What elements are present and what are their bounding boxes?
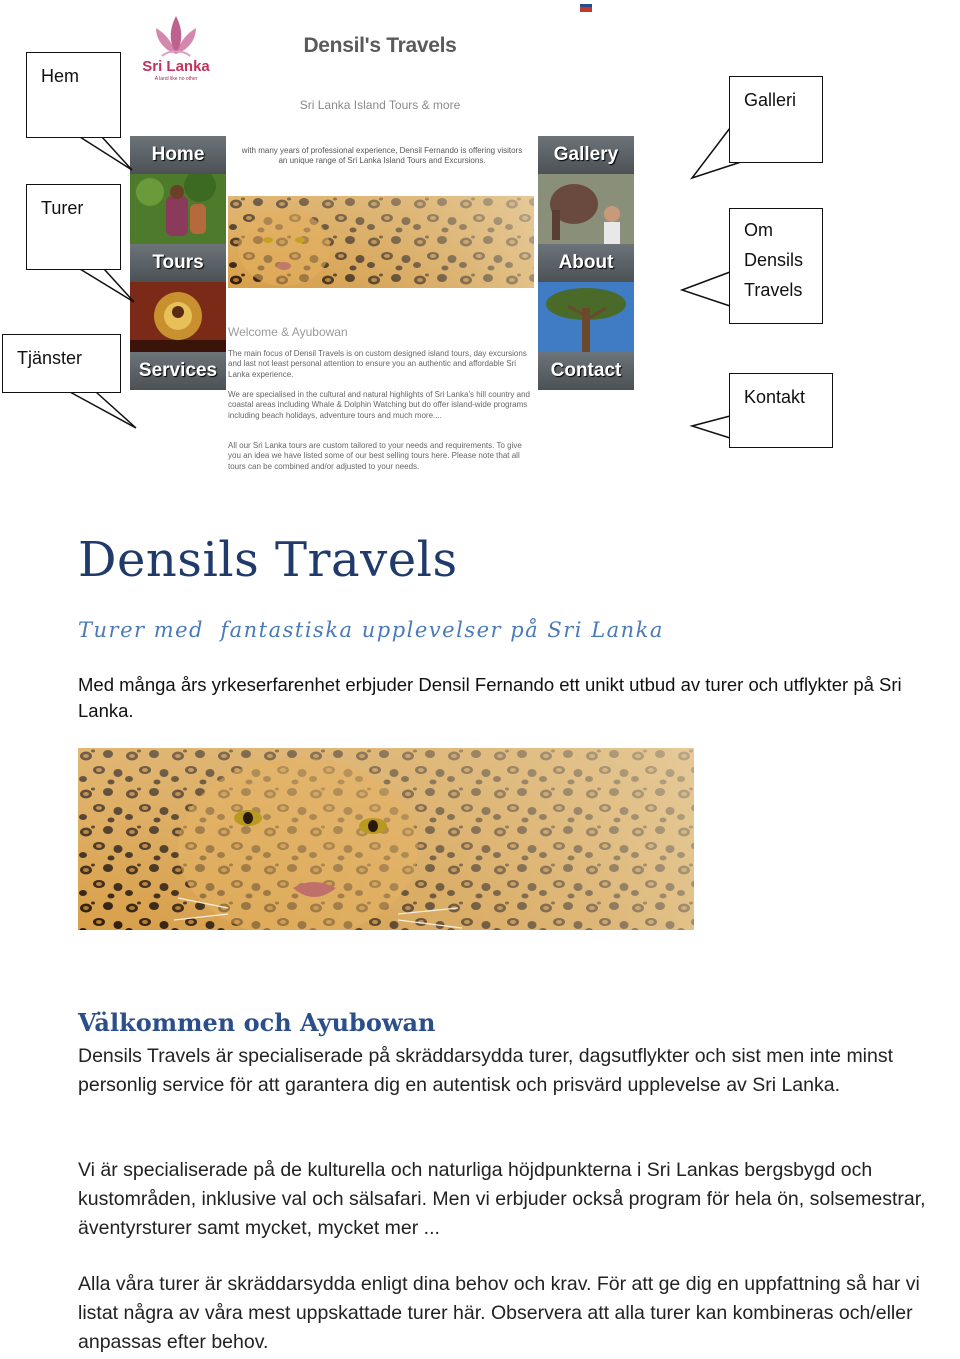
callout-om-label: Om Densils Travels: [744, 220, 804, 300]
document-intro: Med många års yrkeserfarenhet erbjuder Densil Fernando ett unikt utbud av turer och utflykter på Sri Lanka.: [78, 674, 902, 721]
nav-about[interactable]: About: [538, 244, 634, 282]
callout-turer-label: Turer: [41, 198, 84, 218]
callout-tjanster-label: Tjänster: [17, 348, 83, 368]
mockup-intro-text: with many years of professional experience, Densil Fernando is offering visitors an unique range of Sri Lanka Island Tours and Excursions.: [241, 146, 523, 165]
nav-home[interactable]: Home: [130, 136, 226, 174]
nav-tours[interactable]: Tours: [130, 244, 226, 282]
paragraph-2: Vi är specialiserade på de kulturella och naturliga höjdpunkterna i Sri Lankas bergsbygd och kustområden, inklusive val och sälsafari. Men vi erbjuder också program för hela ön, solsemestrar, äventyrsturer samt mycket, mycket mer ...: [78, 1159, 926, 1239]
logo-tagline: A land like no other: [154, 76, 198, 82]
welcome-heading: Välkommen och Ayubowan: [78, 1008, 436, 1037]
mockup-leopard-image: [228, 196, 534, 288]
callout-turer: [26, 184, 121, 270]
site-subtitle: Sri Lanka Island Tours & more: [299, 98, 461, 112]
mockup-paragraph-3: All our Sri Lanka tours are custom tailored to your needs and requirements. To give you an idea we have listed some of our best selling tours here. Please note that all tours can be combined and/or adjusted to your needs.: [228, 441, 522, 471]
callout-om: [729, 208, 823, 324]
language-flag-icon[interactable]: [580, 4, 592, 12]
right-nav-column: [538, 136, 634, 388]
callout-hem-label: Hem: [41, 66, 80, 86]
callout-kontakt-label: Kontakt: [744, 387, 806, 407]
leopard-image: [78, 748, 694, 930]
paragraph-1: Densils Travels är specialiserade på skräddarsydda turer, dagsutflykter och sist men inte minst personlig service för att garantera dig en autentisk och prisvärd upplevelse av Sri Lanka.: [78, 1045, 894, 1096]
nav-gallery[interactable]: Gallery: [538, 136, 634, 174]
sri-lanka-logo: [134, 10, 218, 86]
logo-title: Sri Lanka: [142, 58, 210, 75]
callout-galleri: [729, 76, 823, 163]
tree-image: [538, 282, 634, 352]
nav-contact[interactable]: Contact: [538, 352, 634, 390]
callout-kontakt: [729, 373, 833, 448]
callout-hem: [26, 52, 121, 138]
document-subtitle: Turer med fantastiska upplevelser på Sri Lanka: [78, 618, 664, 642]
nav-services[interactable]: Services: [130, 352, 226, 390]
mockup-paragraph-1: The main focus of Densil Travels is on custom designed island tours, day excursions and last not least personal attention to ensure you an authentic and affordable Sri Lanka experience.: [228, 349, 527, 379]
mockup-welcome-heading: Welcome & Ayubowan: [228, 325, 348, 339]
mockup-paragraph-2: We are specialised in the cultural and natural highlights of Sri Lanka's hill country and coastal areas including Whale & Dolphin Watching but do offer island-wide programs including beach holidays, adventure tours and much more....: [228, 390, 530, 420]
paragraph-3: Alla våra turer är skräddarsydda enligt dina behov och krav. För att ge dig en uppfattning så har vi listat några av våra mest uppskattade turer här. Observera att alla turer kan kombineras och/eller anpassas efter behov.: [78, 1273, 920, 1353]
elephant-image: [538, 174, 634, 244]
callout-tjanster: [2, 334, 121, 393]
temple-image: [130, 282, 226, 352]
site-title: Densil's Travels: [303, 34, 457, 57]
callout-galleri-label: Galleri: [744, 90, 797, 110]
document-title: Densils Travels: [78, 532, 458, 588]
tea-pickers-image: [130, 174, 226, 244]
left-nav-column: [130, 136, 226, 388]
